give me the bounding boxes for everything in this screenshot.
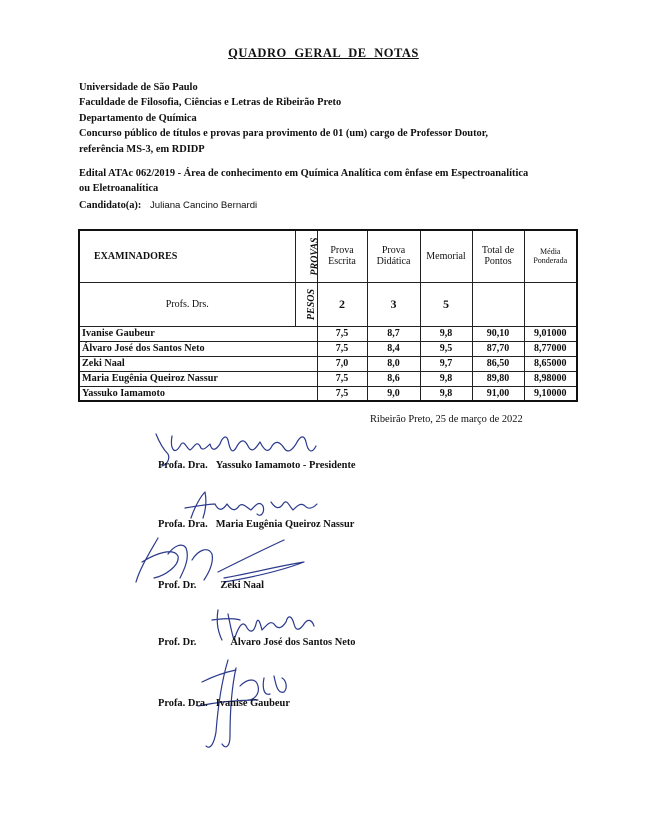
total-points: 89,80 <box>472 371 524 386</box>
weighted-average: 9,10000 <box>524 386 577 401</box>
total-points: 91,00 <box>472 386 524 401</box>
weighted-average: 9,01000 <box>524 326 577 341</box>
table-row <box>79 386 577 401</box>
table-row <box>79 356 577 371</box>
signature-line-4 <box>158 637 355 648</box>
signer-title: Profa. Dra. <box>158 519 208 530</box>
document-title: QUADRO GERAL DE NOTAS <box>228 46 419 60</box>
grade-escrita: 7,5 <box>317 341 367 356</box>
signer-title: Prof. Dr. <box>158 637 197 648</box>
faculty-line: Faculdade de Filosofia, Ciências e Letras de Ribeirão Preto <box>79 97 342 109</box>
grade-escrita: 7,5 <box>317 326 367 341</box>
table-row <box>79 326 577 341</box>
grade-memorial: 9,8 <box>420 386 472 401</box>
signer-name: Maria Eugênia Queiroz Nassur <box>215 519 355 530</box>
signer-name: Álvaro José dos Santos Neto <box>230 637 356 648</box>
signature-line-1 <box>158 460 356 471</box>
edital-line-1: Edital ATAc 062/2019 - Área de conhecimento em Química Analítica com ênfase em Espectroanalítica <box>79 168 529 180</box>
weighted-average: 8,65000 <box>524 356 577 371</box>
document-header <box>79 80 579 197</box>
table-row <box>79 341 577 356</box>
examiner-name: Maria Eugênia Queiroz Nassur <box>79 371 317 386</box>
table-row <box>79 371 577 386</box>
weights-row <box>79 282 577 326</box>
contest-line-2: referência MS-3, em RDIDP <box>79 143 205 155</box>
examiner-name: Yassuko Iamamoto <box>79 386 317 401</box>
grade-memorial: 9,8 <box>420 371 472 386</box>
candidate-line <box>79 200 257 211</box>
weighted-average: 8,98000 <box>524 371 577 386</box>
signer-name: Yassuko Iamamoto - Presidente <box>215 460 356 471</box>
grade-escrita: 7,5 <box>317 371 367 386</box>
examiner-name: Ivanise Gaubeur <box>79 326 317 341</box>
grades-table <box>78 229 578 402</box>
signature-line-2 <box>158 519 354 530</box>
grade-didatica: 9,0 <box>367 386 420 401</box>
signer-name: Zeki Naal <box>220 580 264 591</box>
weight-memorial: 5 <box>420 282 472 326</box>
col-media-ponderada: Média Ponderada <box>524 230 577 282</box>
signature-line-3 <box>158 580 264 591</box>
total-points: 90,10 <box>472 326 524 341</box>
total-points: 87,70 <box>472 341 524 356</box>
total-points: 86,50 <box>472 356 524 371</box>
weight-total-empty <box>472 282 524 326</box>
grade-memorial: 9,7 <box>420 356 472 371</box>
candidate-name: Juliana Cancino Bernardi <box>149 200 258 211</box>
weight-didatica: 3 <box>367 282 420 326</box>
place-date: Ribeirão Preto, 25 de março de 2022 <box>370 414 523 425</box>
signer-title: Profa. Dra. <box>158 698 208 709</box>
department-line: Departamento de Química <box>79 112 197 124</box>
signature-line-5 <box>158 698 290 709</box>
pesos-label: PESOS <box>295 282 317 326</box>
col-prova-didatica: Prova Didática <box>367 230 420 282</box>
examiners-header: EXAMINADORES <box>79 230 295 282</box>
grade-didatica: 8,0 <box>367 356 420 371</box>
grade-didatica: 8,7 <box>367 326 420 341</box>
grade-didatica: 8,4 <box>367 341 420 356</box>
signer-name: Ivanise Gaubeur <box>215 698 290 709</box>
weight-media-empty <box>524 282 577 326</box>
grade-escrita: 7,5 <box>317 386 367 401</box>
signer-title: Prof. Dr. <box>158 580 197 591</box>
header-gap <box>79 157 579 166</box>
grade-didatica: 8,6 <box>367 371 420 386</box>
col-memorial: Memorial <box>420 230 472 282</box>
signer-title: Profa. Dra. <box>158 460 208 471</box>
edital-line-2: ou Eletroanalítica <box>79 183 159 195</box>
profs-label: Profs. Drs. <box>79 282 295 326</box>
provas-label: PROVAS <box>295 230 317 282</box>
grade-memorial: 9,8 <box>420 326 472 341</box>
weighted-average: 8,77000 <box>524 341 577 356</box>
examiner-name: Álvaro José dos Santos Neto <box>79 341 317 356</box>
col-prova-escrita: Prova Escrita <box>317 230 367 282</box>
grade-escrita: 7,0 <box>317 356 367 371</box>
candidate-label: Candidato(a): <box>79 200 142 211</box>
weight-escrita: 2 <box>317 282 367 326</box>
contest-line-1: Concurso público de títulos e provas para provimento de 01 (um) cargo de Professor Doutor, <box>79 128 488 140</box>
grade-memorial: 9,5 <box>420 341 472 356</box>
col-total-pontos: Total de Pontos <box>472 230 524 282</box>
examiner-name: Zeki Naal <box>79 356 317 371</box>
header-row <box>79 230 577 282</box>
university-line: Universidade de São Paulo <box>79 82 198 93</box>
